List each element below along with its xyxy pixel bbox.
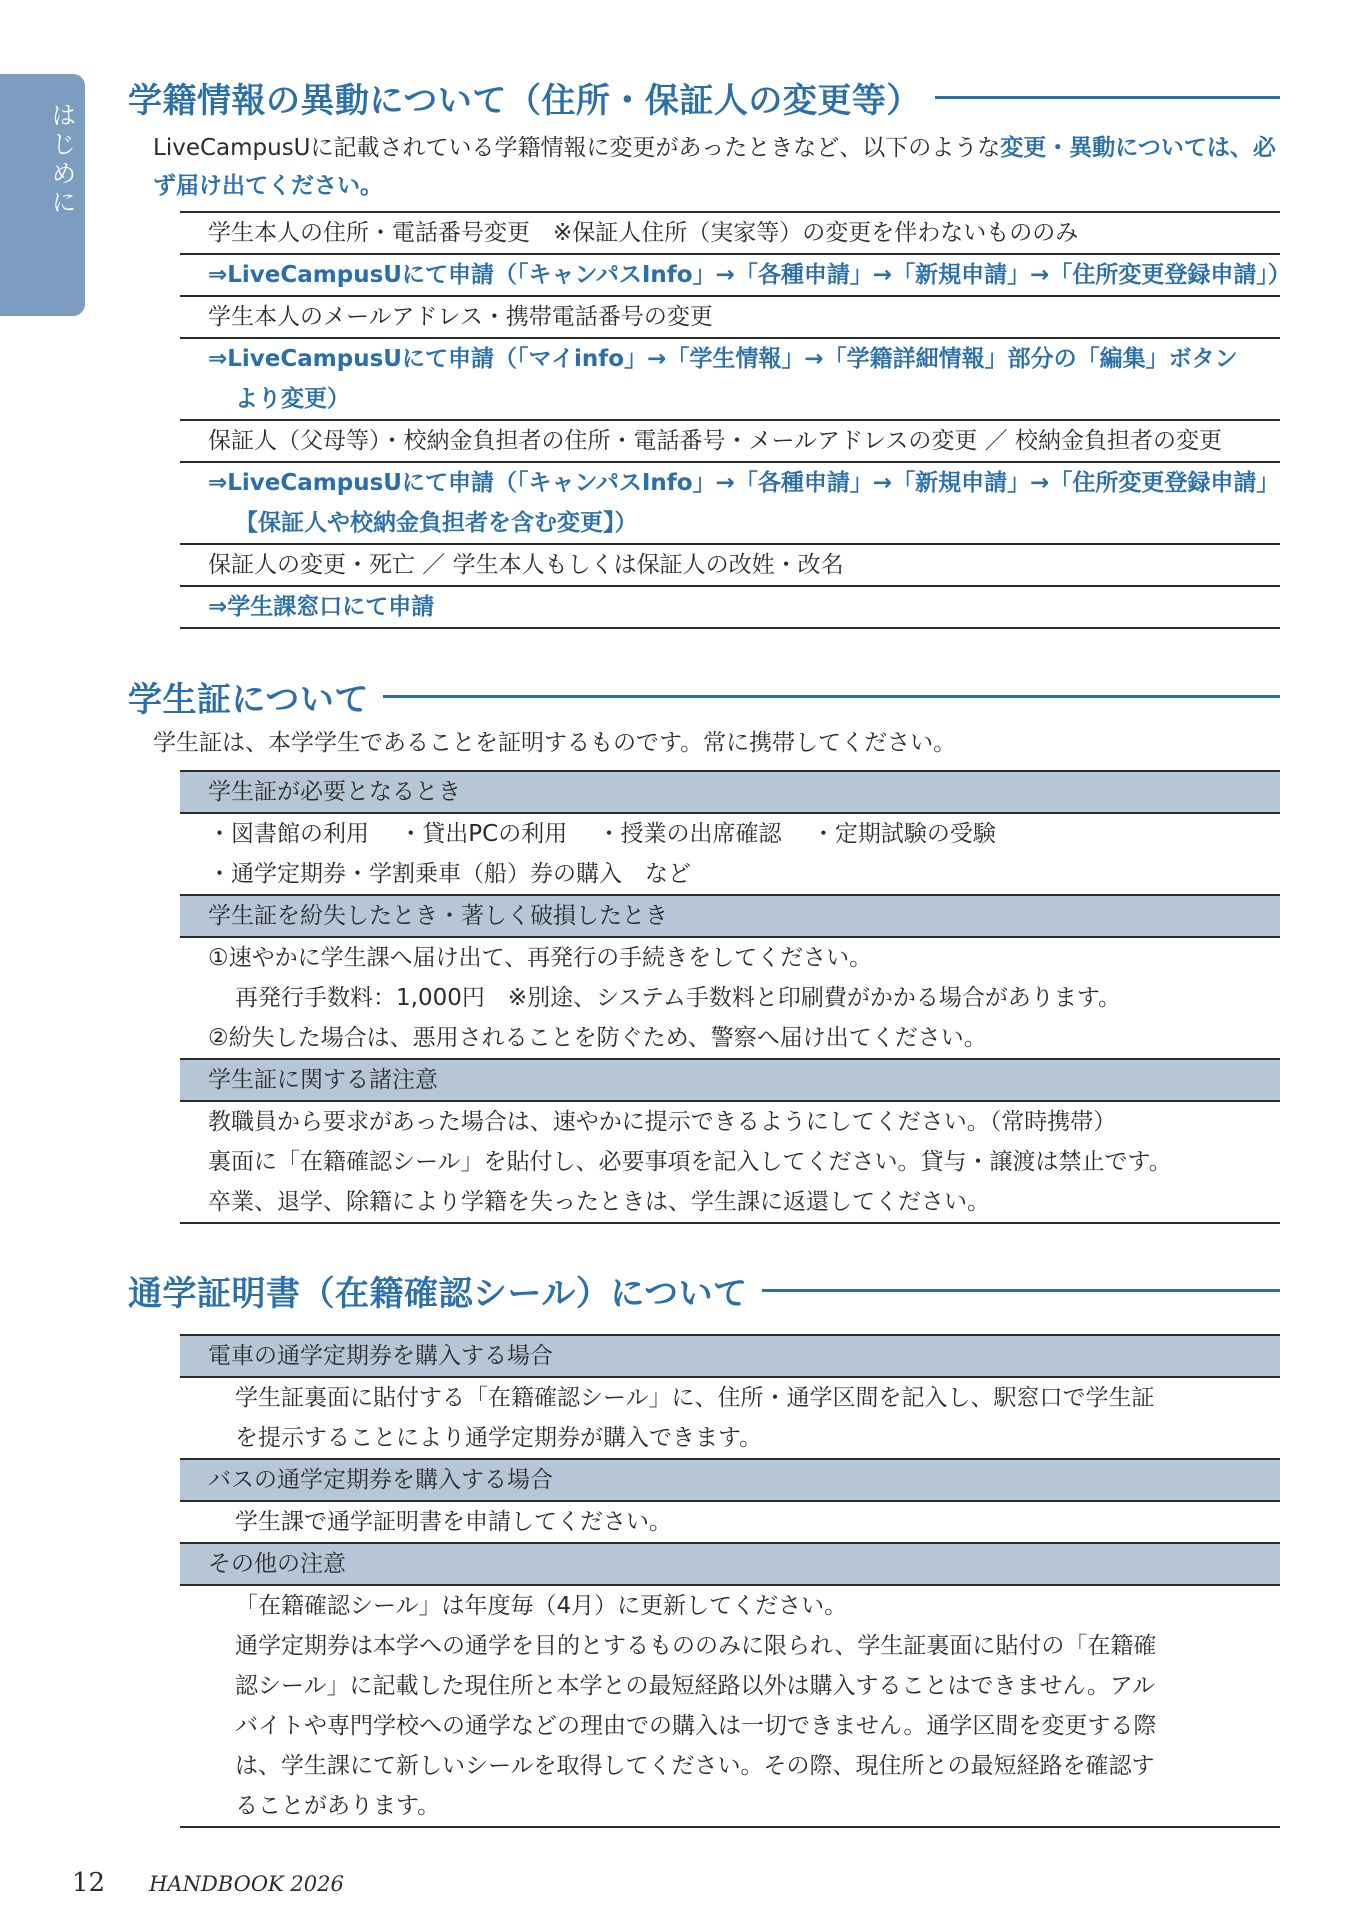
table-cell: ⇒LiveCampusUにて申請（「キャンパスInfo」→「各種申請」→「新規申請」→「住所変更登録申請」 [180,462,1280,503]
section-intro [153,129,1280,205]
table-cell: 認シール」に記載した現住所と本学との最短経路以外は購入することはできません。アル [235,1673,1155,1699]
page-number: 12 [72,1868,106,1898]
table-cell: を提示することにより通学定期券が購入できます。 [235,1425,763,1451]
table-cell: ・通学定期券・学割乗車（船）券の購入 など [208,861,691,887]
table-header-row [180,1543,1280,1585]
table-row [180,254,1280,296]
table-cell: 卒業、退学、除籍により学籍を失ったときは、学生課に返還してください。 [180,1182,1280,1223]
table-cell: ⇒学生課窓口にて申請 [180,586,1280,628]
table-row [180,1786,1280,1827]
table-row [180,1626,1280,1666]
table-cell: 保証人の変更・死亡 ／ 学生本人もしくは保証人の改姓・改名 [180,544,1280,586]
table-row [180,854,1280,895]
table-row [180,1706,1280,1746]
section-heading [128,672,1280,720]
table-cell: 学生証に関する諸注意 [180,1059,1280,1101]
table-cell: ・図書館の利用 ・貸出PCの利用 ・授業の出席確認 ・定期試験の受験 [180,813,1280,854]
heading-rule [935,96,1280,99]
section-intro: 学生証は、本学学生であることを証明するものです。常に携帯してください。 [153,730,957,756]
table-cell: 裏面に「在籍確認シール」を貼付し、必要事項を記入してください。貸与・譲渡は禁止です。 [208,1149,1172,1175]
table-row [180,338,1280,379]
table-cell: 学生課で通学証明書を申請してください。 [180,1501,1280,1543]
section-heading [128,73,1280,121]
table-row [180,1142,1280,1182]
table-cell: 学生証が必要となるとき [180,771,1280,813]
table-row [180,296,1280,338]
table-cell: ることがあります。 [180,1786,1280,1827]
section-title: 学生証について [128,679,369,720]
table-cell: 通学定期券は本学への通学を目的とするもののみに限られ、学生証裏面に貼付の「在籍確 [235,1633,1157,1659]
table-cell: ①速やかに学生課へ届け出て、再発行の手続きをしてください。 [180,937,1280,978]
heading-rule [383,695,1280,698]
table-cell: 教職員から要求があった場合は、速やかに提示できるようにしてください。（常時携帯） [180,1101,1280,1142]
section-heading [128,1266,1280,1314]
table-row [180,544,1280,586]
table-cell: 再発行手数料：1,000円 ※別途、システム手数料と印刷費がかかる場合があります。 [235,985,1121,1011]
table-cell: は、学生課にて新しいシールを取得してください。その際、現住所との最短経路を確認す [235,1753,1155,1779]
table-row [180,420,1280,462]
table-row [180,1746,1280,1786]
table-row [180,586,1280,628]
section-student-record-changes [128,73,1291,629]
section-title: 学籍情報の異動について（住所・保証人の変更等） [128,80,921,121]
table-cell: 学生本人の住所・電話番号変更 ※保証人住所（実家等）の変更を伴わないもののみ [180,212,1280,254]
intro-text: LiveCampusUに記載されている学籍情報に変更があったときなど、以下のような [153,135,1001,161]
table-cell: バスの通学定期券を購入する場合 [180,1459,1280,1501]
table-cell: ⇒LiveCampusUにて申請（「マイinfo」→「学生情報」→「学籍詳細情報」部分の「編集」ボタン [180,338,1280,379]
section-commuter-certificate [128,1266,1280,1828]
table-row [180,1585,1280,1626]
table-row [180,462,1280,503]
table-cell: 電車の通学定期券を購入する場合 [180,1335,1280,1377]
table-row [180,212,1280,254]
table-cell: 「在籍確認シール」は年度毎（4月）に更新してください。 [180,1585,1280,1626]
book-title: HANDBOOK 2026 [149,1872,344,1896]
section-title: 通学証明書（在籍確認シール）について [128,1273,748,1314]
heading-rule [762,1289,1280,1292]
table-row [180,1018,1280,1059]
table-cell: 【保証人や校納金負担者を含む変更】） [235,510,638,536]
table-header-row [180,1335,1280,1377]
table-row [180,503,1280,544]
table-cell: ⇒LiveCampusUにて申請（「キャンパスInfo」→「各種申請」→「新規申請」→「住所変更登録申請」） [180,254,1280,296]
table-row [180,1182,1280,1223]
table-row [180,1501,1280,1543]
commuter-table [180,1334,1280,1828]
table-row [180,1101,1280,1142]
table-cell: 学生証を紛失したとき・著しく破損したとき [180,895,1280,937]
table-cell: 学生本人のメールアドレス・携帯電話番号の変更 [180,296,1280,338]
table-cell: より変更） [235,386,350,412]
section-student-id [128,672,1280,1224]
table-row [180,813,1280,854]
table-cell: 保証人（父母等）・校納金負担者の住所・電話番号・メールアドレスの変更 ／ 校納金負担者の変更 [180,420,1280,462]
table-cell: 学生証裏面に貼付する「在籍確認シール」に、住所・通学区間を記入し、駅窓口で学生証 [180,1377,1280,1418]
table-row [180,1418,1280,1459]
side-chapter-tab [0,74,85,316]
side-chapter-label: はじめに [48,102,77,218]
table-row [180,937,1280,978]
table-cell: バイトや専門学校への通学などの理由での購入は一切できません。通学区間を変更する際 [235,1713,1157,1739]
change-procedure-table [180,211,1291,629]
intro-emphasis: 変更・異動については、必ず届け出てください。 [153,135,1276,199]
table-row [180,1666,1280,1706]
table-row [180,379,1280,420]
table-cell: その他の注意 [180,1543,1280,1585]
student-id-table [180,770,1280,1224]
table-cell: ②紛失した場合は、悪用されることを防ぐため、警察へ届け出てください。 [208,1025,987,1051]
page-footer [72,1868,344,1898]
table-header-row [180,771,1280,813]
table-row [180,978,1280,1018]
table-header-row [180,1059,1280,1101]
table-row [180,1377,1280,1418]
table-header-row [180,895,1280,937]
table-header-row [180,1459,1280,1501]
